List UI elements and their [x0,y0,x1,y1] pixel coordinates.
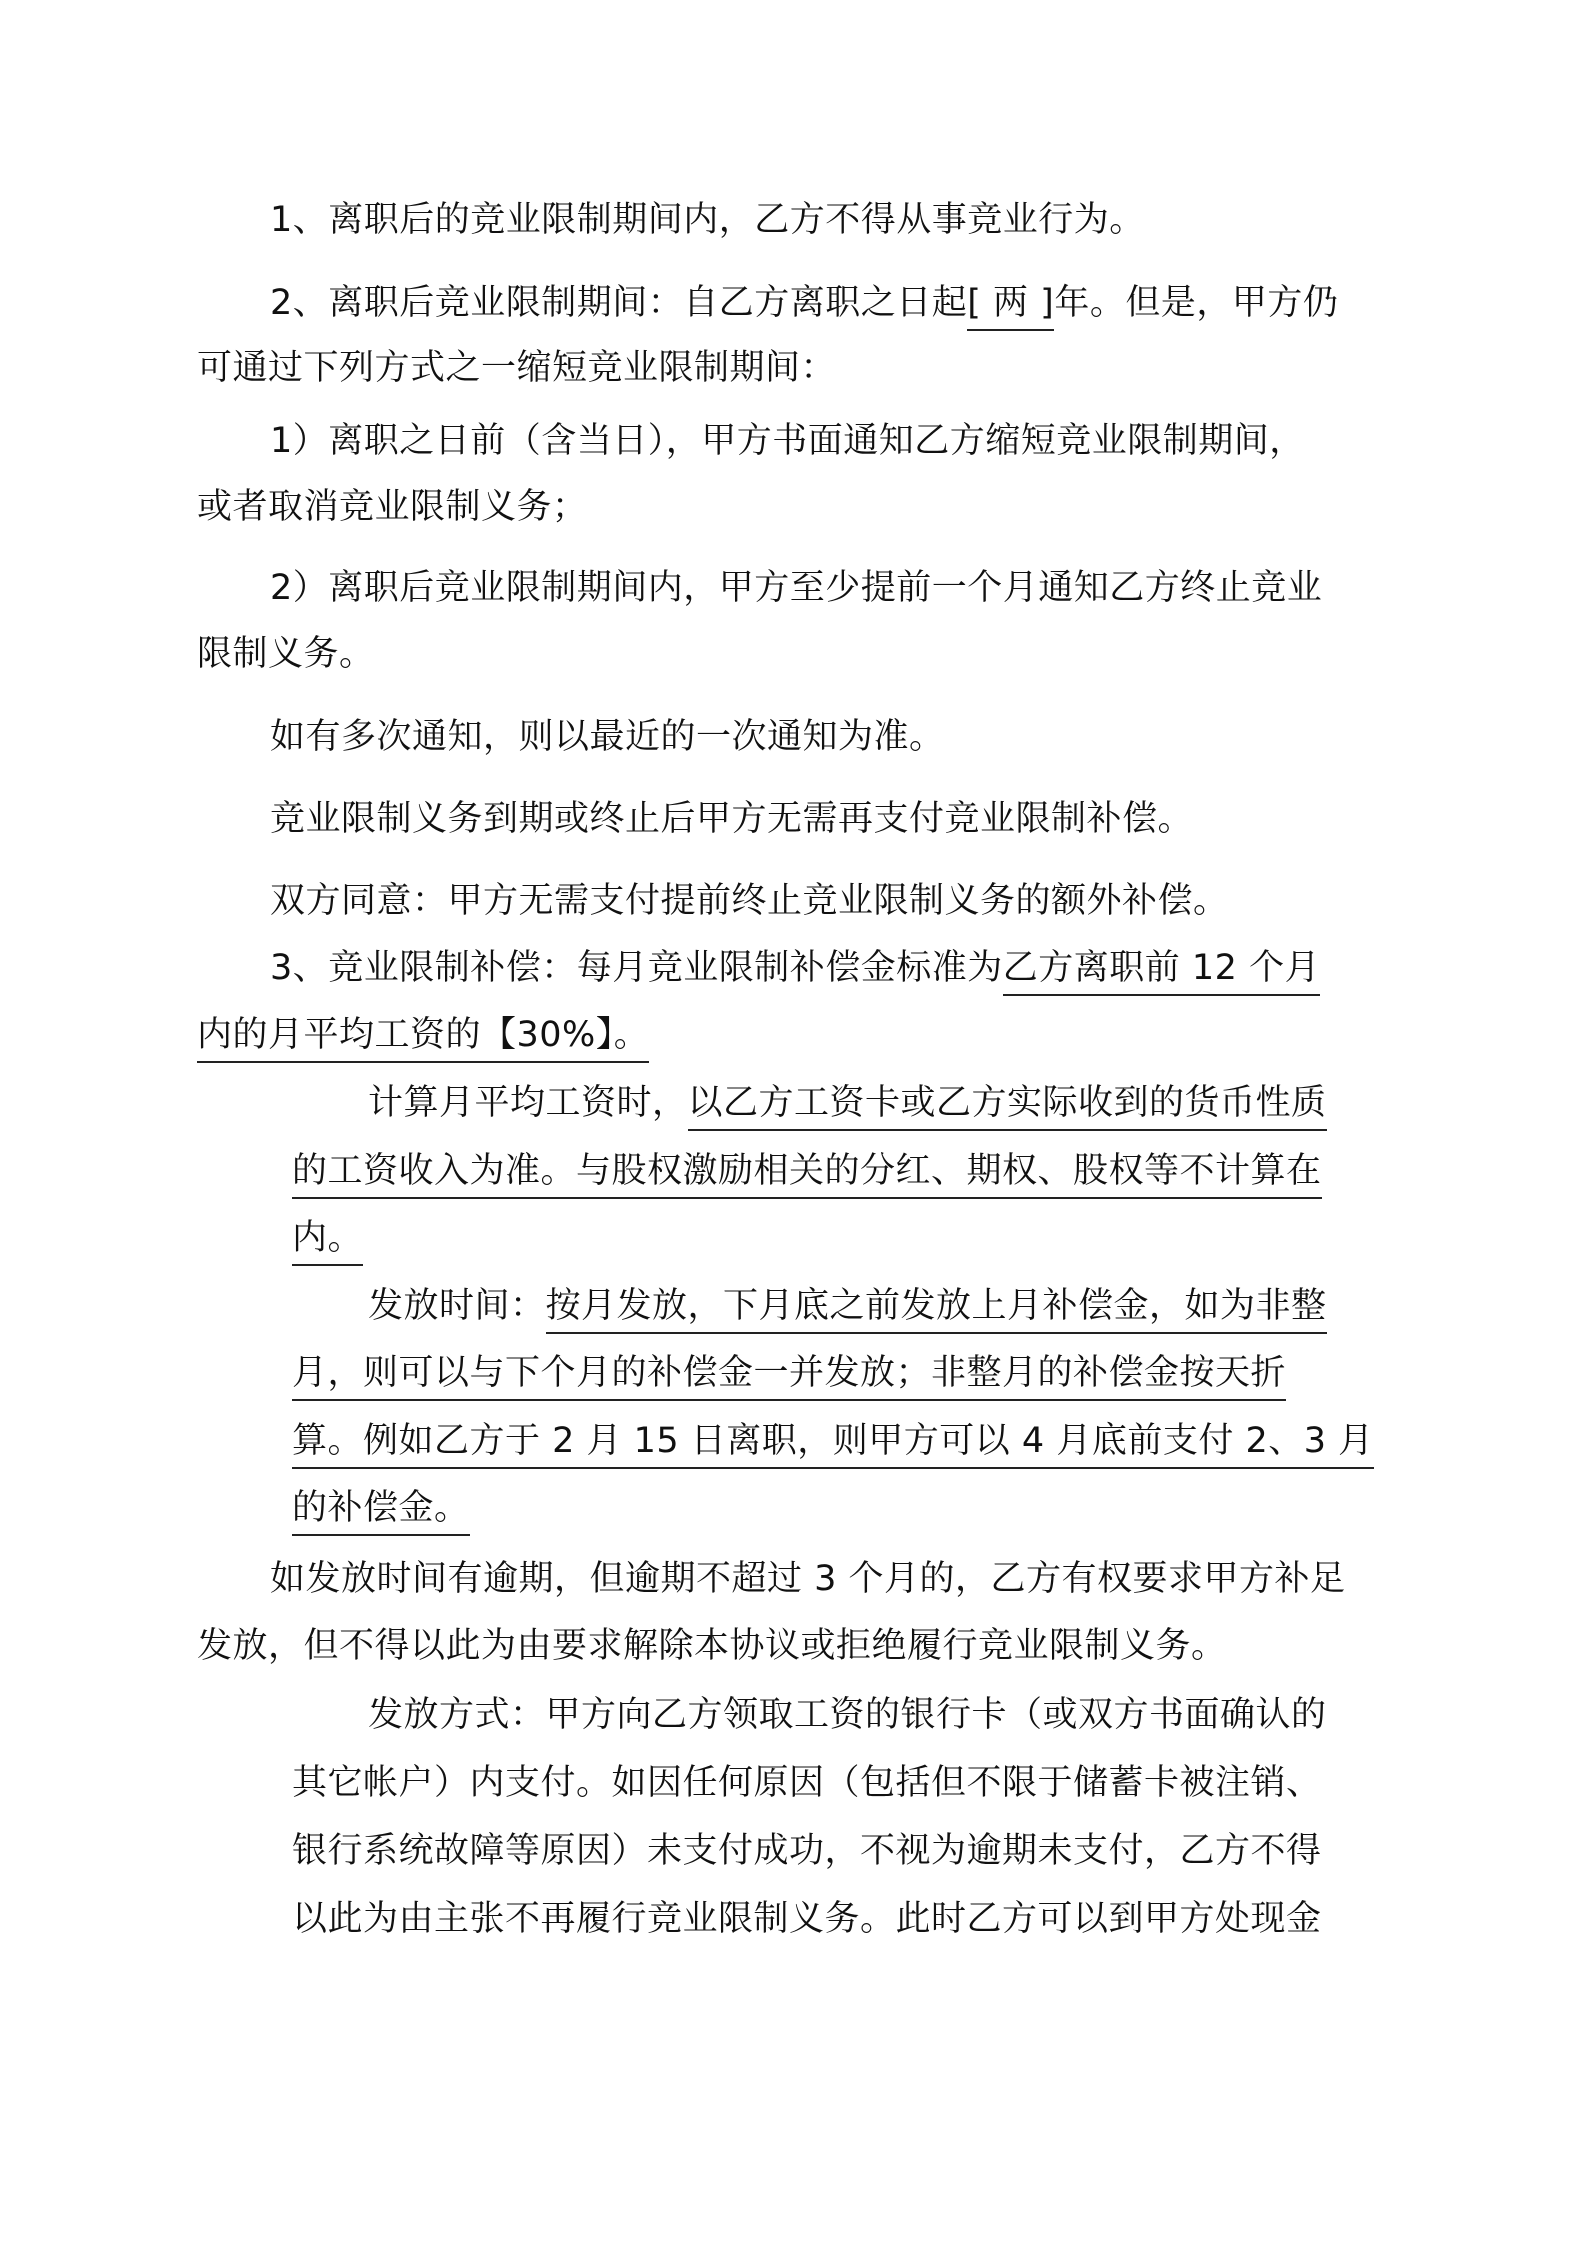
clause-3-line-2 [197,1012,649,1058]
calc-line-2 [292,1148,1322,1194]
method-line-3: 银行系统故障等原因）未支付成功，不视为逾期未支付，乙方不得 [292,1831,1322,1871]
timing-line-4 [292,1485,470,1531]
overdue-line-1: 如发放时间有逾期，但逾期不超过 3 个月的，乙方有权要求甲方补足 [270,1559,1346,1599]
timing-text-3: 算。例如乙方于 2 月 15 日离职，则甲方可以 4 月底前支付 2、3 月 [292,1421,1374,1469]
timing-text-1: 按月发放，下月底之前发放上月补偿金，如为非整 [546,1286,1327,1334]
compensation-standard-field: 乙方离职前 12 个月 [1003,948,1320,996]
calc-text-1: 以乙方工资卡或乙方实际收到的货币性质 [688,1083,1327,1131]
clause-3-line-1 [270,945,1320,991]
clause-2-text-a: 2、离职后竞业限制期间：自乙方离职之日起 [270,283,968,323]
method-line-2: 其它帐户）内支付。如因任何原因（包括但不限于储蓄卡被注销、 [292,1763,1322,1803]
calc-label: 计算月平均工资时， [368,1083,688,1123]
compensation-rate-field: 内的月平均工资的【30%】。 [197,1015,649,1063]
timing-line-3 [292,1418,1374,1464]
agreement-paragraph: 双方同意：甲方无需支付提前终止竞业限制义务的额外补偿。 [270,881,1229,921]
calc-line-3 [292,1215,363,1261]
clause-2-line-1 [270,280,1338,326]
clause-2-text-b: 年。但是，甲方仍 [1054,283,1339,323]
timing-label: 发放时间： [368,1286,546,1326]
calc-text-2: 的工资收入为准。与股权激励相关的分红、期权、股权等不计算在 [292,1151,1322,1199]
timing-line-1 [368,1283,1327,1329]
method-line-1: 发放方式：甲方向乙方领取工资的银行卡（或双方书面确认的 [368,1695,1327,1735]
clause-2-line-2: 可通过下列方式之一缩短竞业限制期间： [197,348,837,388]
overdue-line-2: 发放，但不得以此为由要求解除本协议或拒绝履行竞业限制义务。 [197,1626,1227,1666]
calc-text-3: 内。 [292,1218,363,1266]
method-line-4: 以此为由主张不再履行竞业限制义务。此时乙方可以到甲方处现金 [292,1899,1322,1939]
item-1-line-2: 或者取消竞业限制义务； [197,487,588,527]
item-2-line-2: 限制义务。 [197,634,375,674]
clause-3-text-a: 3、竞业限制补偿：每月竞业限制补偿金标准为 [270,948,1003,988]
calc-line-1 [368,1080,1327,1126]
item-1-line-1: 1）离职之日前（含当日），甲方书面通知乙方缩短竞业限制期间， [270,421,1305,461]
timing-text-2: 月，则可以与下个月的补偿金一并发放；非整月的补偿金按天折 [292,1353,1286,1401]
clause-1-text: 1、离职后的竞业限制期间内，乙方不得从事竞业行为。 [270,200,1145,240]
item-2-line-1: 2）离职后竞业限制期间内，甲方至少提前一个月通知乙方终止竞业 [270,568,1323,608]
timing-line-2 [292,1350,1286,1396]
notice-paragraph: 如有多次通知，则以最近的一次通知为准。 [270,717,945,757]
expiry-paragraph: 竞业限制义务到期或终止后甲方无需再支付竞业限制补偿。 [270,799,1194,839]
restriction-years-field: [ 两 ] [967,283,1054,331]
timing-text-4: 的补偿金。 [292,1488,470,1536]
